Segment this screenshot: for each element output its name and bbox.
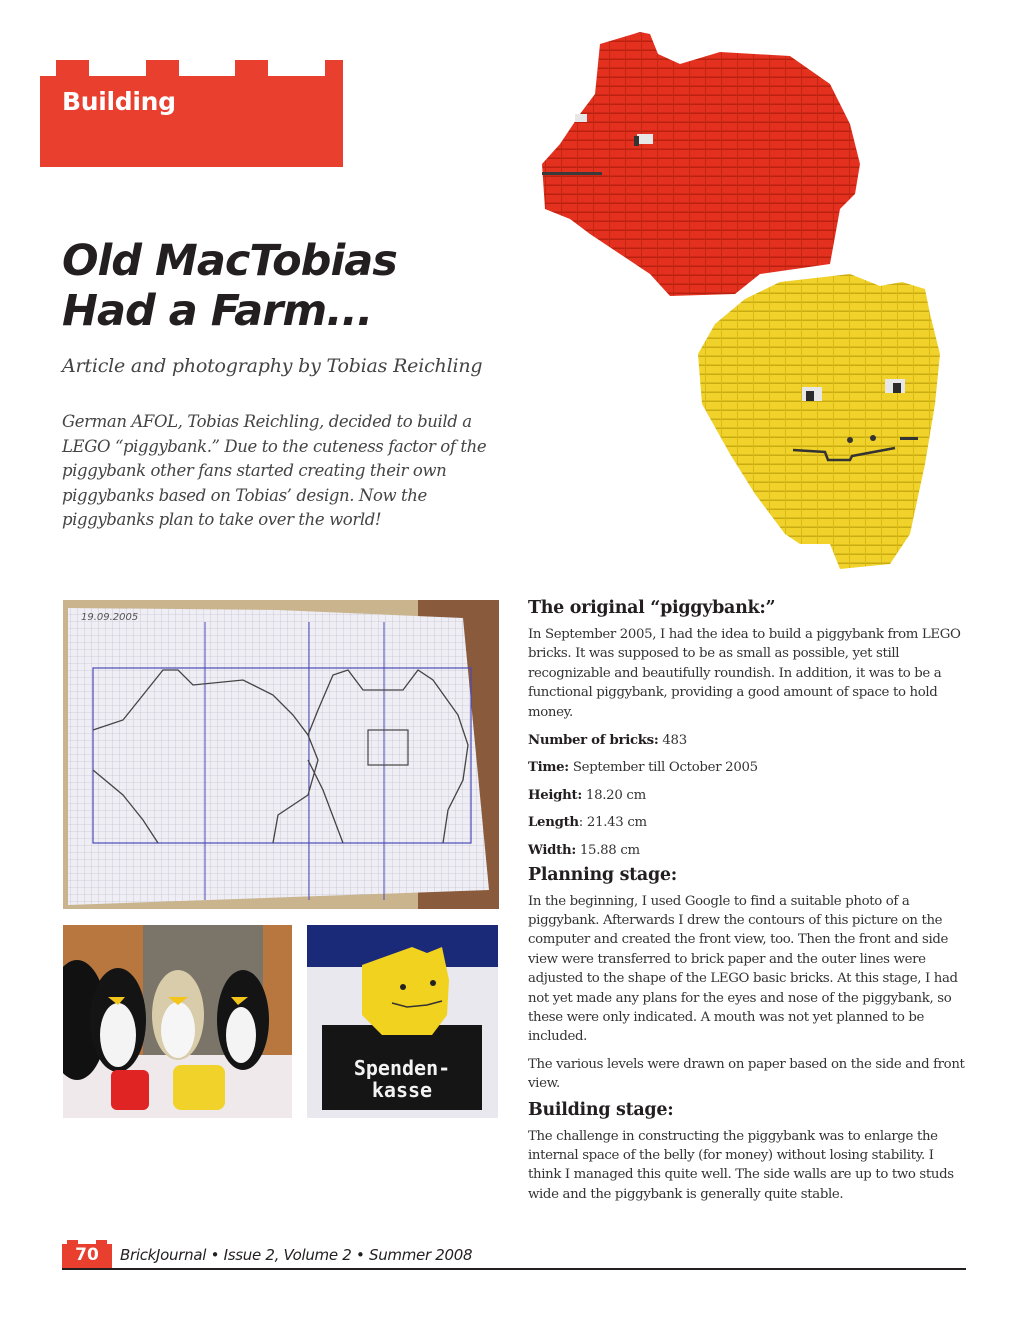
section-label: Building	[62, 87, 176, 116]
page-number-badge	[62, 1244, 112, 1268]
page-number: 70	[75, 1245, 99, 1265]
spec-label: Width:	[528, 842, 576, 858]
banner-stud	[235, 60, 268, 77]
paragraph-planning-2: The various levels were drawn on paper based on the side and front view.	[528, 1056, 965, 1092]
paragraph-original: In September 2005, I had the idea to build a piggybank from LEGO bricks. It was supposed to be as small as possible, yet still recognizable and beautifully roundish. In addition, it was to be a functional piggybank, providing a good amount of space to hold money.	[528, 627, 961, 720]
spec-time	[528, 758, 968, 777]
banner-stud	[325, 60, 343, 77]
section-banner	[40, 60, 343, 167]
article-title	[62, 236, 397, 336]
spec-value: 15.88 cm	[575, 842, 640, 858]
plan-drawing-photo	[63, 600, 499, 909]
title-line-2: Had a Farm...	[62, 286, 373, 336]
badge-stud	[96, 1240, 107, 1244]
intro-paragraph: German AFOL, Tobias Reichling, decided to build a LEGO “piggybank.” Due to the cuteness factor of the piggybank other fans started creating their own piggybanks based on Tobias’ design. Now the piggybanks plan to take over the world!	[62, 412, 487, 529]
piggybank-render-image	[530, 24, 962, 576]
spec-value: 483	[658, 732, 687, 748]
spec-value: 18.20 cm	[582, 787, 646, 803]
spec-width	[528, 841, 968, 860]
spec-label: Height:	[528, 787, 582, 803]
penguins-piggybanks-photo	[63, 925, 292, 1118]
badge-stud	[67, 1240, 78, 1244]
publication-info: BrickJournal • Issue 2, Volume 2 • Summer 2008	[120, 1246, 473, 1264]
spec-height	[528, 786, 968, 805]
spec-label: Time:	[528, 760, 569, 776]
byline: Article and photography by Tobias Reichling	[62, 355, 483, 377]
plan-date-note: 19.09.2005	[81, 612, 139, 623]
spec-bricks	[528, 731, 968, 750]
base-text-line-2: kasse	[371, 1078, 433, 1102]
banner-stud	[146, 60, 179, 77]
paragraph-building: The challenge in constructing the piggybank was to enlarge the internal space of the belly (for money) without losing stability. I think I managed this quite well. The side walls are up to two studs wide and the piggybank is generally quite stable.	[528, 1128, 954, 1202]
spec-length	[528, 813, 968, 832]
spec-value: September till October 2005	[568, 760, 758, 776]
title-line-1: Old MacTobias	[62, 236, 397, 286]
heading-original: The original “piggybank:”	[528, 598, 776, 618]
page-footer	[62, 1240, 966, 1270]
spec-label: Number of bricks:	[528, 732, 659, 748]
heading-planning: Planning stage:	[528, 864, 677, 885]
base-text-line-1: Spenden-	[353, 1056, 451, 1080]
heading-building: Building stage:	[528, 1099, 674, 1120]
spec-value: : 21.43 cm	[578, 815, 647, 831]
footer-rule	[62, 1268, 966, 1270]
spec-label: Length	[528, 815, 579, 831]
article-body-column	[528, 596, 968, 1204]
spendenkasse-photo	[307, 925, 498, 1118]
paragraph-planning-1: In the beginning, I used Google to find a suitable photo of a piggybank. Afterwards I drew the contours of this picture on the computer and created the front view, too. Then the front and side view were transferred to brick paper and the outer lines were adjusted to the shape of the LEGO basic bricks. At this stage, I had not yet made any plans for the eyes and nose of the piggybank, so these were only indicated. A mouth was not yet planned to be included.	[528, 893, 958, 1045]
banner-stud	[56, 60, 89, 77]
